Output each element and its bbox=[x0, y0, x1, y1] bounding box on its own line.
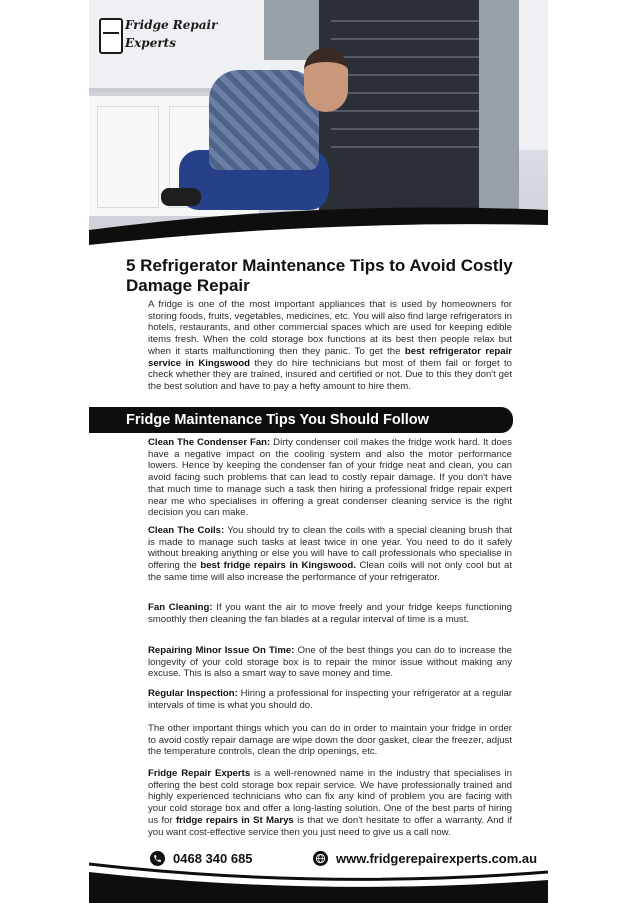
tip-minor-label: Repairing Minor Issue On Time: bbox=[148, 645, 295, 656]
tip-inspection: Regular Inspection: Hiring a professional for inspecting your refrigerator at a regular intervals of time is what you should do. bbox=[148, 688, 512, 711]
closing-brand: Fridge Repair Experts bbox=[148, 768, 251, 779]
refrigerator-back bbox=[319, 0, 519, 235]
tip-coils-label: Clean The Coils: bbox=[148, 525, 225, 536]
tip-fan: Fan Cleaning: If you want the air to move freely and your fridge keeps functioning smoothly then cleaning the fan blades at a regular interval of time is a must. bbox=[148, 602, 512, 625]
tip-coils: Clean The Coils: You should try to clean the coils with a special cleaning brush that is made to manage such tasks at least twice in one year. You need to do it safely without breaking anything or else you will have to call professionals who specialise in offering the best fridge repairs in Kingswood. Clean coils will not only cool but at the same time will also increase the performance of your refrigerator. bbox=[148, 525, 512, 583]
closing-paragraph: Fridge Repair Experts is a well-renowned name in the industry that specialises in offering the best cold storage box repair service. We have professionally trained and highly experienced technicians who can fix any kind of problem you are facing with your cold storage box and offer a long-lasting solution. One of the best parts of hiring us for fridge repairs in St Marys is that we don't hesitate to offer a warranty. And if you want cost-effective service then you just need to give us a call now. bbox=[148, 768, 512, 838]
section-heading: Fridge Maintenance Tips You Should Follow bbox=[126, 412, 429, 428]
cabinet-door bbox=[97, 106, 159, 208]
intro-keyword: best refrigerator repair service in Kingswood bbox=[148, 345, 512, 369]
tip-condenser: Clean The Condenser Fan: Dirty condenser coil makes the fridge work hard. It does have a negative impact on the cooling system and also the motor performance lowers. Hence by keeping the condenser fan of your fridge neat and clean, you can avoid facing such problems that can lead to costly repair damage. If you don't have that much time to manage such a task then hiring a professional fridge repair expert near me who specialises in offering a great condenser cleaning service is the right decision you can make. bbox=[148, 437, 512, 519]
closing-keyword: fridge repairs in St Marys bbox=[175, 814, 294, 826]
tip-inspection-label: Regular Inspection: bbox=[148, 688, 238, 699]
fridge-logo-icon bbox=[99, 18, 123, 54]
intro-paragraph: A fridge is one of the most important appliances that is used by homeowners for storing foods, fruits, vegetables, medicines, etc. You will also find large refrigerators in hotels, restaurants, and other commercial spaces which are used for keeping edible items fresh. When the cold storage box functions at its best then people relax but when it starts malfunctioning then they panic. To get the best refrigerator repair service in Kingswood they do hire technicians but most of them fail or forget to check whether they are trained, insured and certified or not. Due to this they don't get the best solution and have to pay a hefty amount to hire them. bbox=[148, 299, 512, 392]
brand-line-1: Fridge Repair bbox=[125, 18, 218, 32]
article-title: 5 Refrigerator Maintenance Tips to Avoid Costly Damage Repair bbox=[126, 256, 513, 295]
brand-line-2: Experts bbox=[125, 36, 176, 50]
brand-logo bbox=[99, 14, 218, 56]
tip-fan-label: Fan Cleaning: bbox=[148, 602, 213, 613]
section-banner bbox=[89, 407, 513, 433]
bottom-swoosh-decoration bbox=[89, 862, 548, 903]
phone-number[interactable]: 0468 340 685 bbox=[173, 850, 253, 866]
website-link[interactable]: www.fridgerepairexperts.com.au bbox=[336, 850, 538, 866]
technician-body bbox=[209, 70, 319, 170]
technician-head bbox=[304, 48, 348, 112]
tip-condenser-label: Clean The Condenser Fan: bbox=[148, 437, 271, 448]
other-tips-paragraph: The other important things which you can do in order to maintain your fridge in order to avoid costly repair damage are wipe down the door gasket, clear the freezer, adjust the temperature controls, clean the drip openings, etc. bbox=[148, 723, 512, 758]
technician-shoe bbox=[161, 188, 201, 206]
tip-minor: Repairing Minor Issue On Time: One of the best things you can do to increase the longevity of your cold storage box is to repair the minor issue without making any excuse. This is also a smart way to save money and time. bbox=[148, 645, 512, 680]
tip-coils-keyword: best fridge repairs in Kingswood. bbox=[200, 560, 356, 572]
